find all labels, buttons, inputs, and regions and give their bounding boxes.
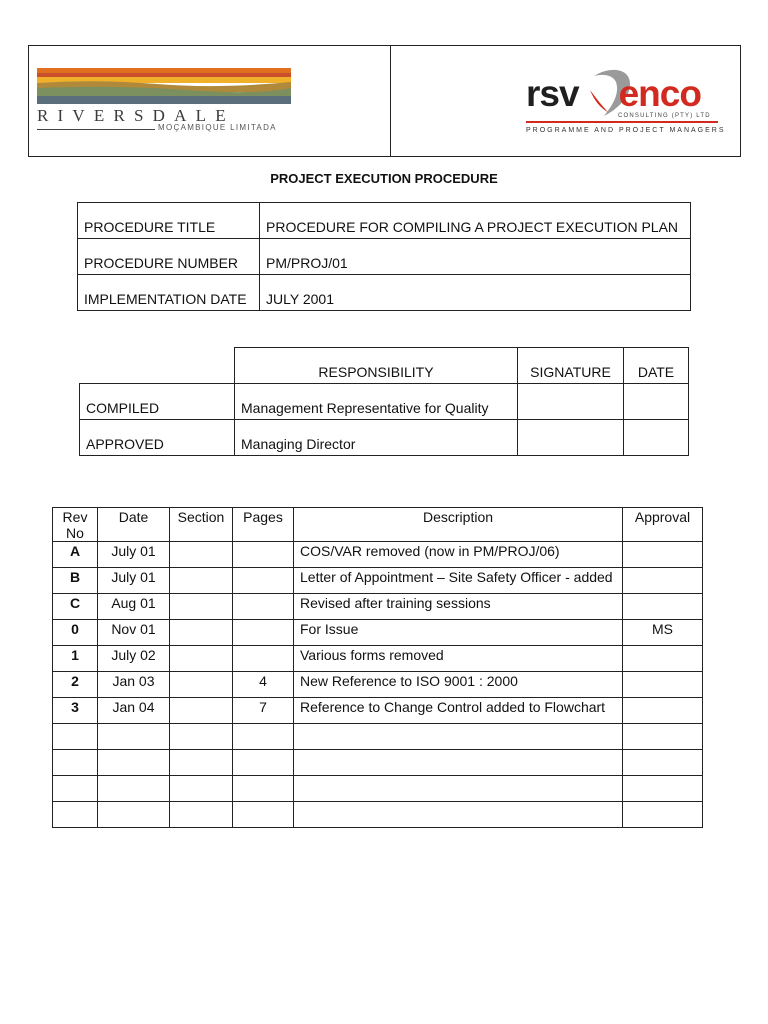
- approval-cell: [623, 802, 703, 828]
- description-cell: COS/VAR removed (now in PM/PROJ/06): [294, 542, 623, 568]
- approval-cell: [623, 776, 703, 802]
- riversdale-subtitle: MOÇAMBIQUE LIMITADA: [158, 123, 277, 132]
- pages-cell: [233, 776, 294, 802]
- revision-row: [53, 542, 703, 568]
- revision-row: [53, 646, 703, 672]
- rev-no-cell: 3: [53, 698, 98, 724]
- rev-no-header: Rev No: [53, 508, 98, 542]
- rev-date-cell: [98, 776, 170, 802]
- section-cell: [170, 724, 233, 750]
- section-header: Section: [170, 508, 233, 542]
- procedure-info-table: [77, 202, 691, 311]
- section-cell: [170, 542, 233, 568]
- rev-no-cell: 0: [53, 620, 98, 646]
- rsv-brand-right: enco: [618, 73, 701, 114]
- pages-cell: [233, 542, 294, 568]
- responsibility-row: [80, 384, 689, 420]
- rev-date-cell: July 01: [98, 542, 170, 568]
- signature-cell: [518, 384, 624, 420]
- revision-row: [53, 724, 703, 750]
- role-cell: APPROVED: [80, 420, 235, 456]
- revision-row: [53, 672, 703, 698]
- rev-date-cell: [98, 802, 170, 828]
- revision-body: [53, 542, 703, 828]
- revision-row: [53, 698, 703, 724]
- section-cell: [170, 750, 233, 776]
- date-cell: [624, 420, 689, 456]
- pages-cell: [233, 646, 294, 672]
- signature-cell: [518, 420, 624, 456]
- rev-date-cell: Nov 01: [98, 620, 170, 646]
- description-cell: Letter of Appointment – Site Safety Officer - added: [294, 568, 623, 594]
- revision-row: [53, 776, 703, 802]
- rsv-consulting-text: CONSULTING (PTY) LTD: [618, 113, 711, 119]
- rsv-brand-left: rsv: [526, 73, 579, 114]
- riversdale-underline: [37, 129, 155, 130]
- pages-cell: [233, 594, 294, 620]
- approval-cell: MS: [623, 620, 703, 646]
- procedure-label: PROCEDURE NUMBER: [78, 239, 260, 275]
- pages-cell: [233, 568, 294, 594]
- blank-cell: [80, 348, 235, 384]
- revision-row: [53, 750, 703, 776]
- riversdale-logo: [37, 68, 297, 138]
- pages-cell: 4: [233, 672, 294, 698]
- description-cell: For Issue: [294, 620, 623, 646]
- rsv-enco-logo: [526, 64, 726, 146]
- responsibility-cell: Managing Director: [235, 420, 518, 456]
- document-header: [28, 45, 741, 157]
- description-cell: Various forms removed: [294, 646, 623, 672]
- rev-no-cell: 1: [53, 646, 98, 672]
- section-cell: [170, 620, 233, 646]
- procedure-label: PROCEDURE TITLE: [78, 203, 260, 239]
- responsibility-header: RESPONSIBILITY: [235, 348, 518, 384]
- approval-cell: [623, 750, 703, 776]
- procedure-value: JULY 2001: [260, 275, 691, 311]
- approval-cell: [623, 672, 703, 698]
- rev-no-cell: B: [53, 568, 98, 594]
- description-cell: [294, 776, 623, 802]
- pages-cell: [233, 802, 294, 828]
- rev-date-cell: July 01: [98, 568, 170, 594]
- header-divider: [390, 46, 391, 156]
- revision-history-table: [52, 507, 703, 828]
- pages-cell: [233, 724, 294, 750]
- approval-cell: [623, 542, 703, 568]
- document-heading: PROJECT EXECUTION PROCEDURE: [270, 171, 498, 186]
- section-cell: [170, 776, 233, 802]
- responsibility-row: [80, 420, 689, 456]
- responsibility-header-row: [80, 348, 689, 384]
- rev-date-cell: Aug 01: [98, 594, 170, 620]
- revision-row: [53, 594, 703, 620]
- description-cell: [294, 724, 623, 750]
- rev-no-cell: A: [53, 542, 98, 568]
- rsv-red-rule: [526, 121, 718, 123]
- rev-no-cell: [53, 750, 98, 776]
- pages-cell: [233, 750, 294, 776]
- rev-date-cell: [98, 750, 170, 776]
- section-cell: [170, 594, 233, 620]
- rev-no-cell: [53, 776, 98, 802]
- approval-cell: [623, 698, 703, 724]
- approval-cell: [623, 724, 703, 750]
- approval-cell: [623, 568, 703, 594]
- description-cell: [294, 750, 623, 776]
- rev-no-cell: [53, 724, 98, 750]
- procedure-row: [78, 239, 691, 275]
- responsibility-table: [79, 347, 689, 456]
- rev-no-cell: [53, 802, 98, 828]
- procedure-label: IMPLEMENTATION DATE: [78, 275, 260, 311]
- rev-no-cell: C: [53, 594, 98, 620]
- rsv-tagline: PROGRAMME AND PROJECT MANAGERS: [526, 127, 726, 134]
- responsibility-cell: Management Representative for Quality: [235, 384, 518, 420]
- rev-date-cell: Jan 04: [98, 698, 170, 724]
- rev-date-cell: Jan 03: [98, 672, 170, 698]
- approval-header: Approval: [623, 508, 703, 542]
- approval-cell: [623, 646, 703, 672]
- rev-date-cell: July 02: [98, 646, 170, 672]
- landscape-stripes-icon: [37, 68, 291, 104]
- description-cell: Revised after training sessions: [294, 594, 623, 620]
- approval-cell: [623, 594, 703, 620]
- rev-date-cell: [98, 724, 170, 750]
- description-header: Description: [294, 508, 623, 542]
- description-cell: [294, 802, 623, 828]
- section-cell: [170, 698, 233, 724]
- date-header: Date: [98, 508, 170, 542]
- section-cell: [170, 672, 233, 698]
- pages-cell: 7: [233, 698, 294, 724]
- procedure-value: PM/PROJ/01: [260, 239, 691, 275]
- section-cell: [170, 568, 233, 594]
- pages-cell: [233, 620, 294, 646]
- rev-no-cell: 2: [53, 672, 98, 698]
- procedure-row: [78, 203, 691, 239]
- revision-row: [53, 568, 703, 594]
- date-header: DATE: [624, 348, 689, 384]
- date-cell: [624, 384, 689, 420]
- revision-row: [53, 620, 703, 646]
- description-cell: Reference to Change Control added to Flowchart: [294, 698, 623, 724]
- procedure-value: PROCEDURE FOR COMPILING A PROJECT EXECUTION PLAN: [260, 203, 691, 239]
- description-cell: New Reference to ISO 9001 : 2000: [294, 672, 623, 698]
- revision-header-row: [53, 508, 703, 542]
- revision-row: [53, 802, 703, 828]
- riversdale-wordmark: RIVERSDALE: [37, 106, 235, 125]
- section-cell: [170, 802, 233, 828]
- signature-header: SIGNATURE: [518, 348, 624, 384]
- role-cell: COMPILED: [80, 384, 235, 420]
- section-cell: [170, 646, 233, 672]
- rsv-wordmark: [526, 74, 701, 114]
- pages-header: Pages: [233, 508, 294, 542]
- procedure-row: [78, 275, 691, 311]
